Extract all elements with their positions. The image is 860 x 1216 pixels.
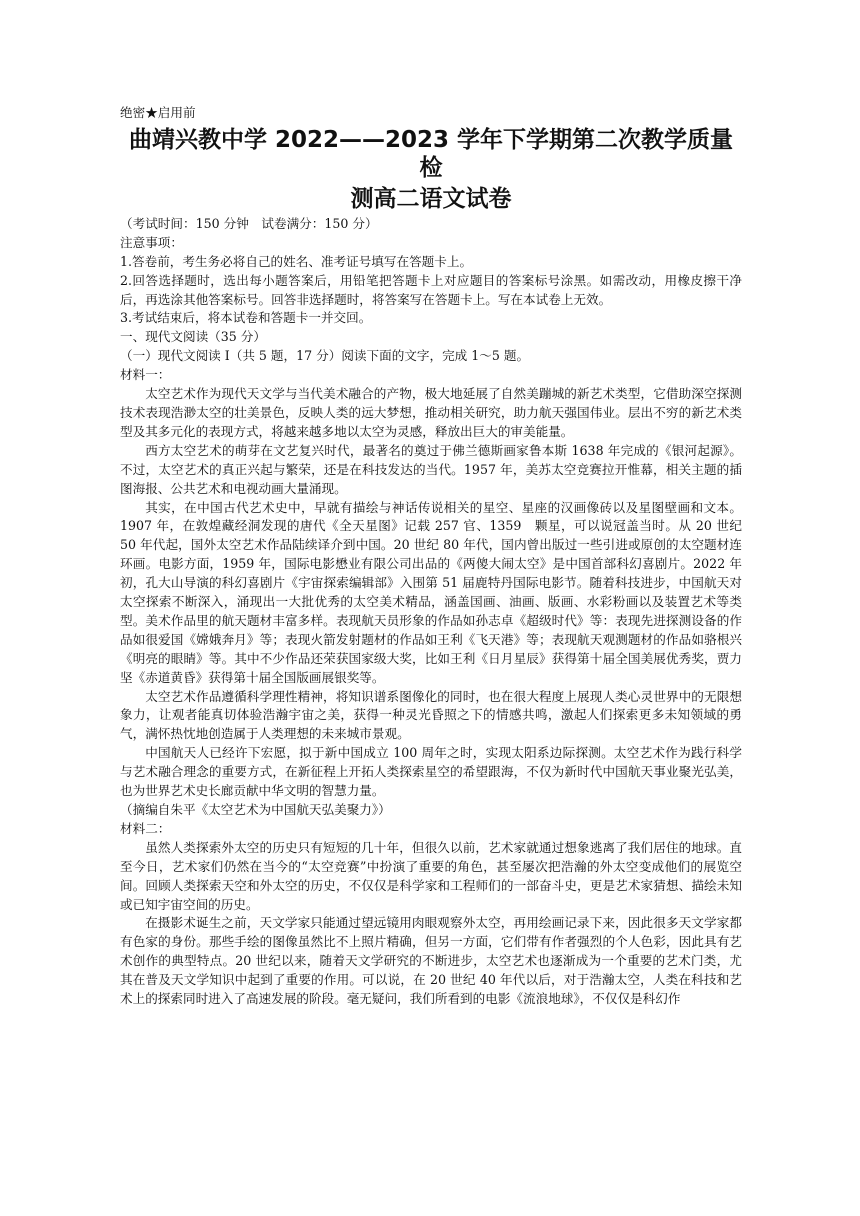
material-1-paragraph-4: 太空艺术作品遵循科学理性精神，将知识谱系图像化的同时，也在很大程度上展现人类心灵世界中的无限想象力，让观者能真切体验浩瀚宇宙之美，获得一种灵光昏照之下的情感共鸣，激起人们探索更多未知领域的勇气，满怀热忱地创造属于人类理想的未来城市景观。 [120,688,742,742]
material-1-paragraph-1: 太空艺术作为现代天文学与当代美术融合的产物，极大地延展了自然美蹦城的新艺术类型，它借助深空探测技术表现浩渺太空的壮美景色，反映人类的远大梦想，推动相关研究，助力航天强国伟业。层出不穷的新艺术类型及其多元化的表现方式，将越来越多地以太空为灵感，释放出巨大的审美能量。 [120,386,742,439]
note-item-1: 1.答卷前，考生务必将自己的姓名、准考证号填写在答题卡上。 [120,253,473,269]
page-content [120,104,742,1009]
material-2-paragraph-1: 虽然人类探索外太空的历史只有短短的几十年，但很久以前，艺术家就通过想象逃离了我们居住的地球。直至今日，艺术家们仍然在当今的“太空竞赛”中扮演了重要的角色，甚至屡次把浩瀚的外太空变成他们的展览空间。回顾人类探索天空和外太空的历史，不仅仅是科学家和工程师们的一部奋斗史，更是艺术家猜想、描绘未知或已知宇宙空间的历史。 [120,839,742,912]
confidential-label: 绝密★启用前 [120,105,196,120]
exam-title-line-1: 曲靖兴教中学 2022——2023 学年下学期第二次教学质量检 [128,126,734,181]
section-sub-heading: （一）现代文阅读 I（共 5 题，17 分）阅读下面的文字，完成 1～5 题。 [120,348,530,364]
material-2-paragraph-2: 在摄影术诞生之前，天文学家只能通过望远镜用肉眼观察外太空，再用绘画记录下来，因此很多天文学家都有色家的身份。那些手绘的图像虽然比不上照片精确，但另一方面，它们带有作者强烈的个人色彩，因此具有艺术创作的典型特点。20 世纪以来，随着天文学研究的不断进步，太空艺术也逐渐成为一个重要的艺术门类，尤其在普及天文学知识中起到了重要的作用。可以说，在 20 世纪 40 年代以后，对于浩瀚太空，人类在科技和艺术上的探索同时进入了高速发展的阶段。毫无疑问，我们所看到的电影《流浪地球》，不仅仅是科幻作 [120,915,742,1007]
material-1-label: 材料一： [120,367,171,383]
material-1-paragraph-5: 中国航天人已经许下宏愿，拟于新中国成立 100 周年之时，实现太阳系边际探测。太空艺术作为践行科学与艺术融合理念的重要方式，在新征程上开拓人类探索星空的希望跟海，不仅为新时代中国航天事业聚光弘美，也为世界艺术史长廊贡献中华文明的智慧力量。 [120,745,742,799]
note-item-3: 3.考试结束后，将本试卷和答题卡一并交回。 [120,310,372,326]
material-1-source: （摘编自朱平《太空艺术为中国航天弘美聚力》） [120,802,391,817]
section-heading: 一、现代文阅读（35 分） [120,329,266,345]
material-1-paragraph-2: 西方太空艺术的萌芽在文艺复兴时代，最著名的奠过于佛兰德斯画家鲁本斯 1638 年完成的《银河起源》。不过，太空艺术的真正兴起与繁荣，还是在科技发达的当代。1957 年，美苏太空竞赛拉开惟幕，相关主题的插图海报、公共艺术和电视动画大量涌现。 [120,442,742,496]
note-item-2: 2.回答选择题时，选出每小题答案后，用铅笔把答题卡上对应题目的答案标号涂黑。如需改动，用橡皮擦干净后，再选涂其他答案标号。回答非选择题时，将答案写在答题卡上。写在本试卷上无效。 [120,272,742,307]
material-2-label: 材料二： [120,820,171,836]
exam-info: （考试时间：150 分钟 试卷满分：150 分） [120,215,378,231]
material-1-paragraph-3: 其实，在中国古代艺术史中，早就有描绘与神话传说相关的星空、星座的汉画像砖以及星图壁画和文本。1907 年，在敦煌藏经洞发现的唐代《全天星图》记载 257 官、1359 颗星，可以说冠盖当时。从 20 世纪 50 年代起，国外太空艺术作品陆续译介到中国。20 世纪 80 年代，国内曾出版过一些引进或原创的太空题材连环画。电影方面，1959 年，国际电影懋业有限公司出品的《两傻大闹太空》是中国首部科幻喜剧片。2022 年初，孔大山导演的科幻喜剧片《宇宙探索编辑部》入围第 51 届鹿特丹国际电影节。随着科技进步，中国航天对太空探索不断深入，涌现出一大批优秀的太空美术精品，涵盖国画、油画、版画、水彩粉画以及装置艺术等类型。美术作品里的航天题材丰富多样。表现航天员形象的作品如孙志卓《超级时代》等：表现先进探测设备的作品如很爱国《嫦娥奔月》等；表现火箭发射题材的作品如王利《飞天港》等；表现航天观测题材的作品如骆根兴《明亮的眼睛》等。其中不少作品还荣获国家级大奖，比如王利《日月星辰》获得第十届全国美展优秀奖，贾力坚《赤道黄昏》获得第十届全国版画展银奖等。 [120,499,742,685]
notes-heading: 注意事项： [120,234,183,250]
exam-title-line-2: 测高二语文试卷 [350,185,512,212]
